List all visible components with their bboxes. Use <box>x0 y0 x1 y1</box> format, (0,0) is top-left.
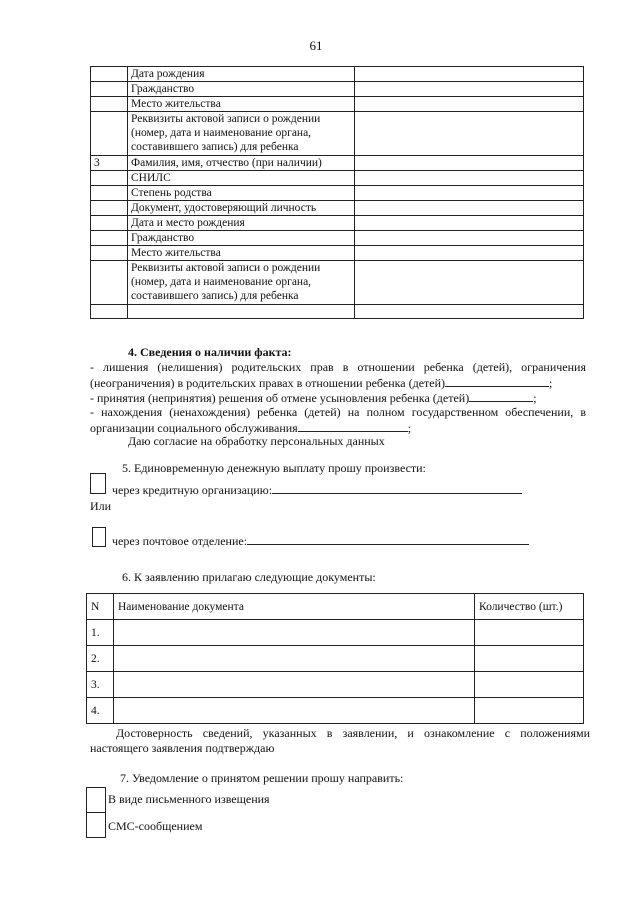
table-row <box>91 261 584 305</box>
quantity-cell[interactable] <box>475 698 584 724</box>
table-row <box>91 97 584 112</box>
row-label: СНИЛС <box>128 171 355 186</box>
row-value-cell[interactable] <box>355 305 584 319</box>
table-row <box>87 646 584 672</box>
document-name-cell[interactable] <box>114 672 475 698</box>
row-label: Фамилия, имя, отчество (при наличии) <box>128 156 355 171</box>
row-number: 3 <box>91 156 128 171</box>
written-notice-checkbox[interactable] <box>86 787 106 813</box>
row-value-cell[interactable] <box>355 112 584 156</box>
row-label: Документ, удостоверяющий личность <box>128 201 355 216</box>
row-label: Дата и место рождения <box>128 216 355 231</box>
row-value-cell[interactable] <box>355 97 584 112</box>
quantity-cell[interactable] <box>475 620 584 646</box>
row-value-cell[interactable] <box>355 216 584 231</box>
quantity-cell[interactable] <box>475 672 584 698</box>
row-value-cell[interactable] <box>355 156 584 171</box>
column-header: Наименование документа <box>114 594 475 620</box>
semicolon: ; <box>533 391 537 405</box>
row-number <box>91 82 128 97</box>
row-value-cell[interactable] <box>355 261 584 305</box>
sms-label: СМС-сообщением <box>108 819 203 833</box>
table-row <box>87 672 584 698</box>
section4-line2-wrap <box>90 375 552 391</box>
table-row <box>91 171 584 186</box>
row-number: 4. <box>87 698 114 724</box>
table-row <box>91 231 584 246</box>
section6-title: 6. К заявлению прилагаю следующие документы: <box>122 570 376 584</box>
documents-table <box>86 593 584 724</box>
section4-line2-field[interactable] <box>445 375 549 387</box>
post-office-checkbox[interactable] <box>92 527 106 547</box>
row-number <box>91 246 128 261</box>
row-label: Дата рождения <box>128 67 355 82</box>
row-label: Гражданство <box>128 82 355 97</box>
section4-line3: - принятия (непринятия) решения об отмене усыновления ребенка (детей) <box>90 391 470 405</box>
row-label: Место жительства <box>128 97 355 112</box>
row-number <box>91 305 128 319</box>
row-value-cell[interactable] <box>355 67 584 82</box>
table-row <box>91 82 584 97</box>
row-value-cell[interactable] <box>355 186 584 201</box>
row-label: Гражданство <box>128 231 355 246</box>
table-row <box>91 216 584 231</box>
row-label: Реквизиты актовой записи о рождении (номер, дата и наименование органа, составившего запись) для ребенка <box>128 261 355 305</box>
row-value-cell[interactable] <box>355 201 584 216</box>
section4-title: 4. Сведения о наличии факта: <box>128 345 292 359</box>
post-office-field[interactable] <box>247 533 529 545</box>
section5-title: 5. Единовременную денежную выплату прошу произвести: <box>122 461 426 475</box>
page-number: 61 <box>309 38 323 53</box>
table-row <box>91 201 584 216</box>
table-row <box>91 305 584 319</box>
credit-org-label: через кредитную организацию: <box>112 483 273 497</box>
column-header: Количество (шт.) <box>475 594 584 620</box>
row-number: 2. <box>87 646 114 672</box>
consent-text: Даю согласие на обработку персональных данных <box>128 434 385 448</box>
row-value-cell[interactable] <box>355 246 584 261</box>
table-row <box>87 698 584 724</box>
document-name-cell[interactable] <box>114 698 475 724</box>
post-office-wrap <box>112 533 529 549</box>
section7-title: 7. Уведомление о принятом решении прошу направить: <box>120 771 404 785</box>
credit-org-field[interactable] <box>272 482 522 494</box>
table-row <box>87 620 584 646</box>
section4-line1: - лишения (нелишения) родительских прав в отношении ребенка (детей), ограничения <box>90 360 586 374</box>
row-number <box>91 216 128 231</box>
document-name-cell[interactable] <box>114 646 475 672</box>
row-number <box>91 261 128 305</box>
table-row <box>91 186 584 201</box>
row-label <box>128 305 355 319</box>
column-header: N <box>87 594 114 620</box>
semicolon: ; <box>549 376 553 390</box>
section4-line5: организации социального обслуживания <box>90 421 298 435</box>
confirmation-line1: Достоверность сведений, указанных в заявлении, и ознакомление с положениями <box>116 726 590 740</box>
document-name-cell[interactable] <box>114 620 475 646</box>
row-value-cell[interactable] <box>355 231 584 246</box>
or-label: Или <box>90 499 112 513</box>
row-value-cell[interactable] <box>355 82 584 97</box>
row-label: Место жительства <box>128 246 355 261</box>
row-number <box>91 171 128 186</box>
table-row <box>91 156 584 171</box>
post-office-label: через почтовое отделение: <box>112 534 248 548</box>
row-number <box>91 186 128 201</box>
row-number: 1. <box>87 620 114 646</box>
row-number <box>91 231 128 246</box>
row-number <box>91 97 128 112</box>
section4-line4: - нахождения (ненахождения) ребенка (детей) на полном государственном обеспечении, в <box>90 405 586 419</box>
row-number <box>91 112 128 156</box>
row-label: Реквизиты актовой записи о рождении (номер, дата и наименование органа, составившего запись) для ребенка <box>128 112 355 156</box>
section4-line5-field[interactable] <box>298 420 408 432</box>
child-info-table <box>90 66 584 319</box>
written-notice-label: В виде письменного извещения <box>108 792 270 806</box>
quantity-cell[interactable] <box>475 646 584 672</box>
section4-line3-field[interactable] <box>469 390 533 402</box>
table-header-row <box>87 594 584 620</box>
row-value-cell[interactable] <box>355 171 584 186</box>
row-number: 3. <box>87 672 114 698</box>
row-number <box>91 67 128 82</box>
section4-line3-wrap <box>90 390 537 406</box>
confirmation-line2: настоящего заявления подтверждаю <box>90 741 275 755</box>
row-number <box>91 201 128 216</box>
credit-org-wrap <box>112 482 522 498</box>
table-row <box>91 246 584 261</box>
sms-checkbox[interactable] <box>86 812 106 838</box>
semicolon: ; <box>407 421 412 435</box>
table-row <box>91 112 584 156</box>
row-label: Степень родства <box>128 186 355 201</box>
credit-org-checkbox[interactable] <box>90 473 106 494</box>
table-row <box>91 67 584 82</box>
section4-line2: (неограничения) в родительских правах в отношении ребенка (детей) <box>90 376 446 390</box>
